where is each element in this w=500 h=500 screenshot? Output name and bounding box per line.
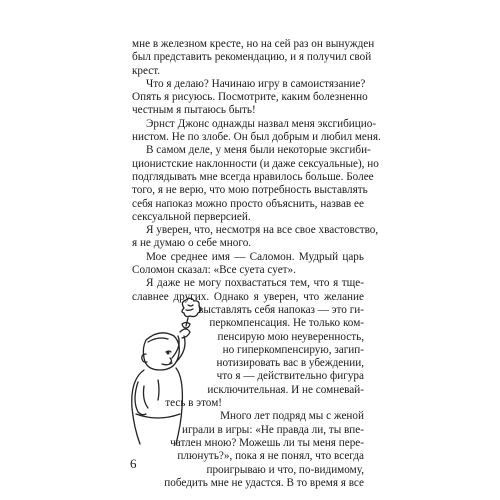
text-line: чатлен мною? Можешь ли ты меня пере- [170,436,364,449]
text-line: подглядывать мне всегда нравилось больше. Более [132,170,374,183]
text-line: нотизировать вас в убеждении, [216,357,364,370]
text-line: сексуальной перверсией. [132,210,251,223]
page-number: 6 [130,456,137,471]
text-line: Опять я рисуюсь. Посмотрите, каким болезненно [132,91,368,104]
text-line: играли в игры: «Не правда ли, ты впе- [181,423,364,436]
text-line: Что я делаю? Начинаю игру в самоистязание? [146,77,366,90]
text-line: Соломон сказал: «Все суета сует». [132,264,296,277]
text-line: проигрываю и что, по-видимому, [206,463,364,476]
text-line: себя напоказ можно просто объяснить, назвав ее [132,197,364,210]
text-line: мне в железном кресте, но на сей раз он вынужден [132,38,375,50]
text-line: победить мне не удастся. В то время я все [164,476,364,489]
text-line: Я даже не могу похвастаться тем, что я тще- [146,277,364,290]
text-line: я не думаю о себе много. [132,237,252,250]
text-line: нистом. Не по злобе. Он был добрым и любил меня. [132,131,381,144]
text-line: что я — действительно фигура [216,370,364,383]
text-line: плюнуть?», пока я не понял, что всегда [177,450,364,463]
text-line: Эрнст Джонс однажды назвал меня эксгибицио- [146,117,377,130]
text-line: Я уверен, что, несмотря на все свое хвастовство, [146,224,379,237]
cartoon-man-holding-flower-illustration [122,296,232,446]
text-line: крест. [132,64,161,77]
text-line: пенсирую мою неуверенность, [217,330,364,343]
text-line: был представить рекомендацию, и я получил свой [132,51,372,64]
text-line: тесь в этом! [165,397,222,410]
text-line: Мое среднее имя — Саломон. Мудрый царь [146,250,364,263]
text-line: выставлять себя напоказ — это ги- [198,303,364,316]
text-line: Много лет подряд мы с женой [220,410,364,423]
text-line: перкомпенсация. Не только ком- [209,317,364,330]
text-line: В самом деле, у меня были некоторые эксгиби- [146,144,371,157]
text-line: честным я пытаюсь быть! [132,104,256,117]
text-line: того, я не верю, что мою потребность выставлять [132,184,368,197]
text-line: славнее других. Однако я уверен, что желание [132,290,364,303]
text-line: ционистские наклонности (и даже сексуальные), но [132,157,379,170]
text-line: но гиперкомпенсирую, загип- [222,343,364,356]
text-line: исключительная. И не сомневай- [207,383,364,396]
